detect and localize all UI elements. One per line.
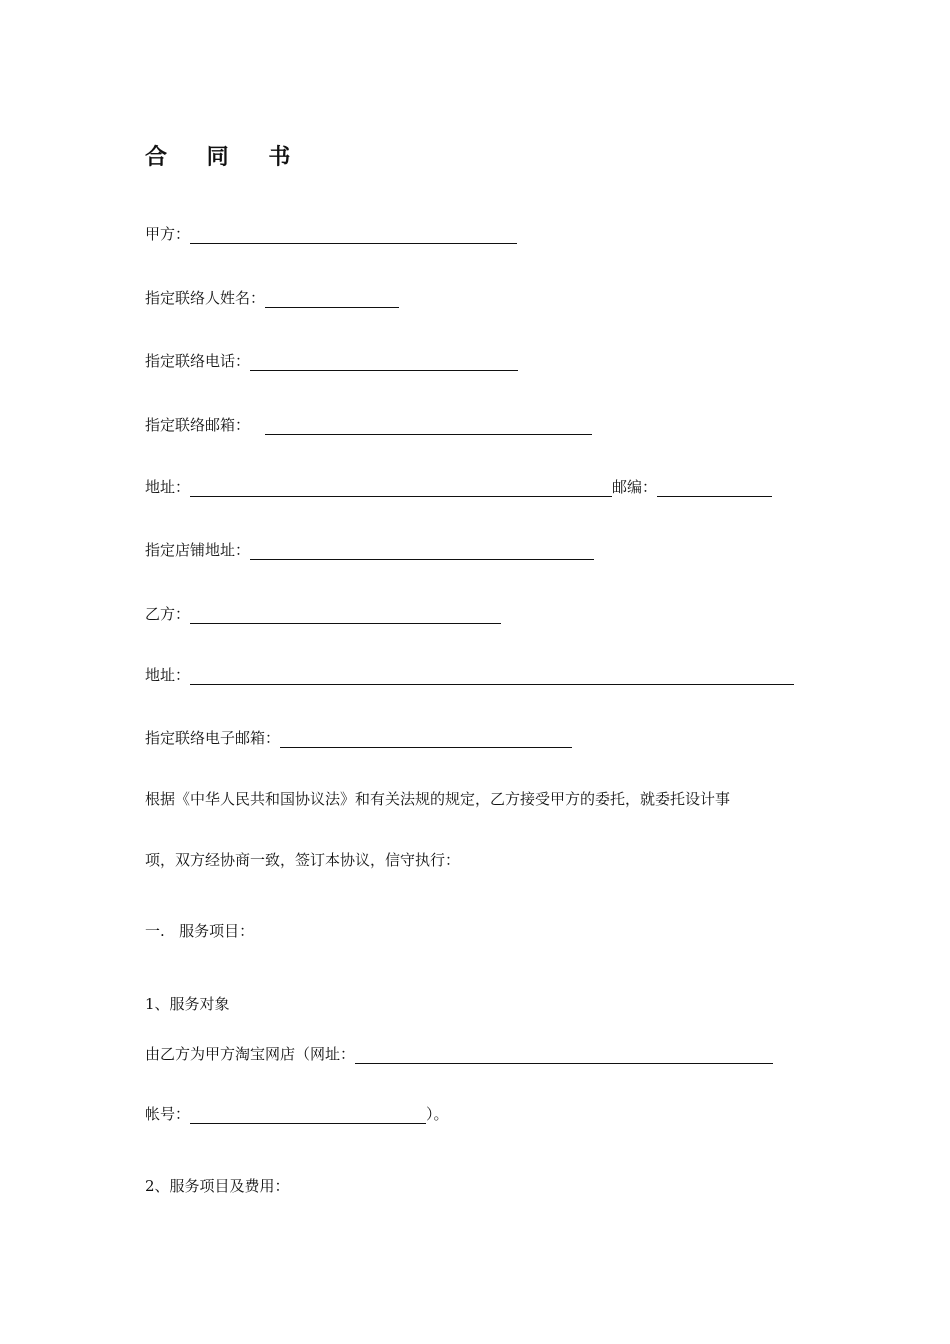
shop-address-row — [145, 538, 594, 560]
contact-name-blank[interactable] — [265, 289, 399, 308]
contact-phone-blank[interactable] — [250, 352, 518, 371]
contact-email-label: 指定联络邮箱： — [145, 416, 251, 434]
contract-title: 合 同 书 — [145, 144, 307, 170]
shop-url-label: 由乙方为甲方淘宝网店（网址： — [145, 1045, 356, 1063]
party-b-row — [145, 602, 501, 624]
party-b-contact-email-row — [145, 726, 572, 748]
shop-url-blank[interactable] — [355, 1045, 773, 1064]
party-b-blank[interactable] — [190, 605, 501, 624]
postcode-blank[interactable] — [657, 478, 772, 497]
account-label: 帐号： — [145, 1105, 191, 1123]
contact-name-label: 指定联络人姓名： — [145, 289, 266, 307]
shop-url-row — [145, 1042, 773, 1064]
item-2-heading: 2、服务项目及费用： — [145, 1177, 290, 1195]
party-a-contact-phone-row — [145, 349, 518, 371]
account-close: ）。 — [426, 1105, 449, 1123]
party-b-address-row — [145, 663, 794, 685]
party-b-label: 乙方： — [145, 605, 191, 623]
postcode-label: 邮编： — [612, 478, 658, 496]
account-blank[interactable] — [190, 1105, 426, 1124]
party-a-address-blank[interactable] — [190, 478, 612, 497]
party-a-address-row — [145, 475, 772, 497]
party-a-label: 甲方： — [145, 225, 191, 243]
preamble-line-1: 根据《中华人民共和国协议法》和有关法规的规定，乙方接受甲方的委托，就委托设计事 — [145, 790, 731, 808]
contact-email-blank[interactable] — [265, 416, 592, 435]
party-a-contact-name-row — [145, 286, 399, 308]
shop-address-blank[interactable] — [250, 541, 594, 560]
party-a-row — [145, 222, 517, 244]
party-b-address-blank[interactable] — [190, 666, 794, 685]
contact-phone-label: 指定联络电话： — [145, 352, 251, 370]
preamble-line-2: 项，双方经协商一致，签订本协议，信守执行： — [145, 851, 461, 869]
shop-address-label: 指定店铺地址： — [145, 541, 251, 559]
party-b-contact-email-label: 指定联络电子邮箱： — [145, 729, 281, 747]
party-a-address-label: 地址： — [145, 478, 191, 496]
party-a-contact-email-row — [145, 413, 592, 435]
party-b-contact-email-blank[interactable] — [280, 729, 572, 748]
section-1-heading: 一. 服务项目： — [145, 922, 255, 940]
account-row — [145, 1102, 449, 1124]
party-a-blank[interactable] — [190, 225, 517, 244]
item-1-heading: 1、服务对象 — [145, 995, 230, 1013]
party-b-address-label: 地址： — [145, 666, 191, 684]
